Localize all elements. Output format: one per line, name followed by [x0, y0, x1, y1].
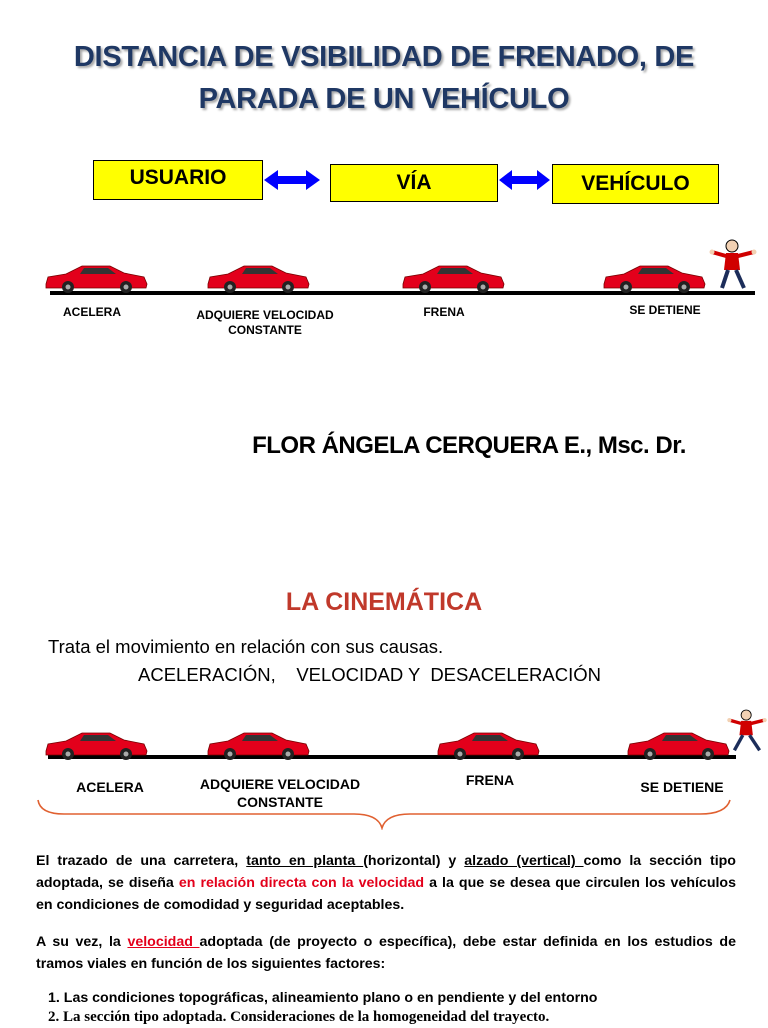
underlined-text: alzado (vertical) [464, 853, 584, 869]
stage-adquiere-line-2: CONSTANTE [236, 794, 324, 810]
car-icon [44, 729, 148, 761]
text-run: a la que se desea que circulen los vehículos en condiciones de comodidad y seguridad aceptables. [36, 875, 736, 913]
stage-adquiere-line-1: ADQUIERE VELOCIDAD [196, 308, 334, 322]
car-icon [602, 262, 706, 294]
via-box [330, 164, 498, 202]
stage-frena-label: FRENA [423, 305, 465, 319]
vehiculo-label: VEHÍCULO [581, 172, 690, 195]
section-title: LA CINEMÁTICA [285, 588, 483, 616]
title-line-2: PARADA DE UN VEHÍCULO [198, 83, 570, 115]
double-arrow-icon [262, 168, 322, 192]
usuario-box [93, 160, 263, 200]
paragraph-trazado [36, 850, 736, 916]
car-icon [206, 729, 310, 761]
title-line-1: DISTANCIA DE VSIBILIDAD DE FRENADO, DE [73, 41, 695, 73]
list-item: 2. La sección tipo adoptada. Consideraciones de la homogeneidad del trayecto. [48, 1009, 550, 1025]
section-concepts: ACELERACIÓN, VELOCIDAD Y DESACELERACIÓN [138, 664, 601, 685]
stage-frena-label: FRENA [465, 772, 515, 788]
highlight-text: en relación directa con la velocidad [178, 875, 425, 891]
stage-detiene-label: SE DETIENE [629, 303, 701, 317]
list-item: 1. Las condiciones topográficas, alineamiento plano o en pendiente y del entorno [48, 990, 598, 1006]
text-run: A su vez, la [36, 934, 128, 950]
curly-brace-icon [34, 798, 734, 830]
usuario-label: USUARIO [129, 166, 227, 189]
pedestrian-icon [708, 238, 758, 292]
car-icon [436, 729, 540, 761]
page-title [0, 36, 768, 120]
text-run: adoptada (de proyecto o específica), debe estar definida en los estudios de tramos viales en función de los siguientes factores: [36, 934, 736, 972]
stage-adquiere-label [180, 308, 350, 338]
stage-detiene-label: SE DETIENE [640, 779, 724, 795]
via-label: VÍA [396, 171, 432, 194]
author-name: FLOR ÁNGELA CERQUERA E., Msc. Dr. [252, 432, 686, 459]
car-icon [44, 262, 148, 294]
text-run: como la sección tipo adoptada, se diseña [36, 853, 736, 891]
paragraph-velocidad [36, 931, 736, 975]
underlined-text: tanto en planta [246, 853, 364, 869]
text-run: El trazado de una carretera, [36, 853, 247, 869]
highlight-text: velocidad [127, 934, 200, 950]
vehiculo-box [552, 164, 719, 204]
stage-acelera-label: ACELERA [62, 305, 121, 319]
car-icon [206, 262, 310, 294]
text-run: (horizontal) y [363, 853, 465, 869]
factors-list [48, 988, 597, 1028]
section-definition: Trata el movimiento en relación con sus causas. [48, 636, 444, 657]
stage-adquiere-line-2: CONSTANTE [228, 323, 302, 337]
stage-adquiere-line-1: ADQUIERE VELOCIDAD [199, 776, 361, 792]
double-arrow-icon [497, 168, 552, 192]
car-icon [626, 729, 730, 761]
stage-acelera-label: ACELERA [76, 779, 144, 795]
car-icon [401, 262, 505, 294]
pedestrian-icon [726, 704, 768, 758]
